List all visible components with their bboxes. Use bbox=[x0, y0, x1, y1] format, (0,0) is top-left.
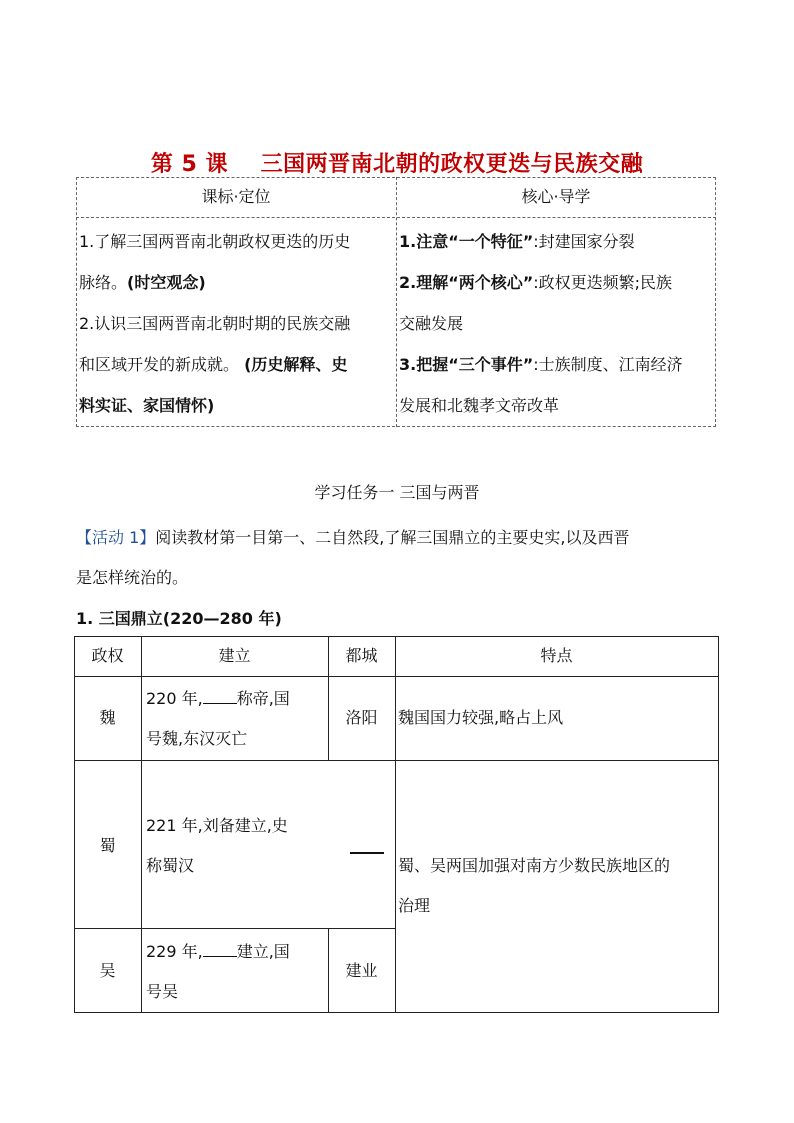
wei-feature: 魏国国力较强,略占上风 bbox=[398, 708, 564, 727]
shu-wu-feature: 蜀、吴两国加强对南方少数民族地区的 治理 bbox=[398, 856, 671, 915]
shu-establish: 221 年,刘备建立,史 称蜀汉 bbox=[146, 816, 288, 875]
regime-shu: 蜀 bbox=[99, 836, 116, 855]
standard-line: 1.了解三国两晋南北朝政权更迭的历史 bbox=[79, 232, 351, 251]
standard-line: 2.认识三国两晋南北朝时期的民族交融 bbox=[79, 314, 351, 333]
guide-cell bbox=[399, 221, 714, 426]
guide-line: 交融发展 bbox=[399, 314, 464, 333]
guide-table bbox=[76, 177, 716, 427]
fill-blank bbox=[203, 942, 237, 957]
activity-text: 阅读教材第一目第一、二自然段,了解三国鼎立的主要史实,以及西晋 bbox=[155, 528, 630, 547]
task-heading: 学习任务一 三国与两晋 bbox=[314, 483, 480, 502]
col-header-regime: 政权 bbox=[91, 646, 124, 665]
regime-wei: 魏 bbox=[99, 708, 116, 727]
regime-wu: 吴 bbox=[99, 961, 116, 980]
standard-line: 脉络。(时空观念) bbox=[79, 273, 206, 292]
guide-line: 3.把握“三个事件”:士族制度、江南经济 bbox=[399, 355, 683, 374]
guide-line: 1.注意“一个特征”:封建国家分裂 bbox=[399, 232, 635, 251]
guide-line: 发展和北魏孝文帝改革 bbox=[399, 396, 560, 415]
standard-line: 料实证、家国情怀) bbox=[79, 396, 215, 415]
standard-cell bbox=[79, 221, 394, 426]
wu-establish: 229 年, 建立,国 号吴 bbox=[146, 942, 290, 1001]
header-guide: 核心·导学 bbox=[521, 187, 591, 206]
activity-text-cont: 是怎样统治的。 bbox=[76, 568, 189, 587]
col-header-capital: 都城 bbox=[345, 646, 378, 665]
shu-capital-dash bbox=[350, 852, 384, 854]
header-standard: 课标·定位 bbox=[201, 187, 271, 206]
guide-line: 2.理解“两个核心”:政权更迭频繁;民族 bbox=[399, 273, 673, 292]
col-header-feature: 特点 bbox=[540, 646, 573, 665]
activity-tag: 【活动 1】 bbox=[76, 528, 156, 547]
activity-paragraph bbox=[76, 518, 726, 598]
section-heading: 1. 三国鼎立(220—280 年) bbox=[76, 609, 282, 628]
wei-capital: 洛阳 bbox=[345, 708, 378, 727]
col-header-establish: 建立 bbox=[218, 646, 251, 665]
wu-capital: 建业 bbox=[345, 961, 378, 980]
fill-blank bbox=[203, 689, 237, 704]
three-kingdoms-table bbox=[74, 636, 719, 1012]
page-title: 第 5 课 三国两晋南北朝的政权更迭与民族交融 bbox=[150, 152, 644, 177]
wei-establish: 220 年, 称帝,国 号魏,东汉灭亡 bbox=[146, 689, 290, 748]
standard-line: 和区域开发的新成就。 (历史解释、史 bbox=[79, 355, 348, 374]
